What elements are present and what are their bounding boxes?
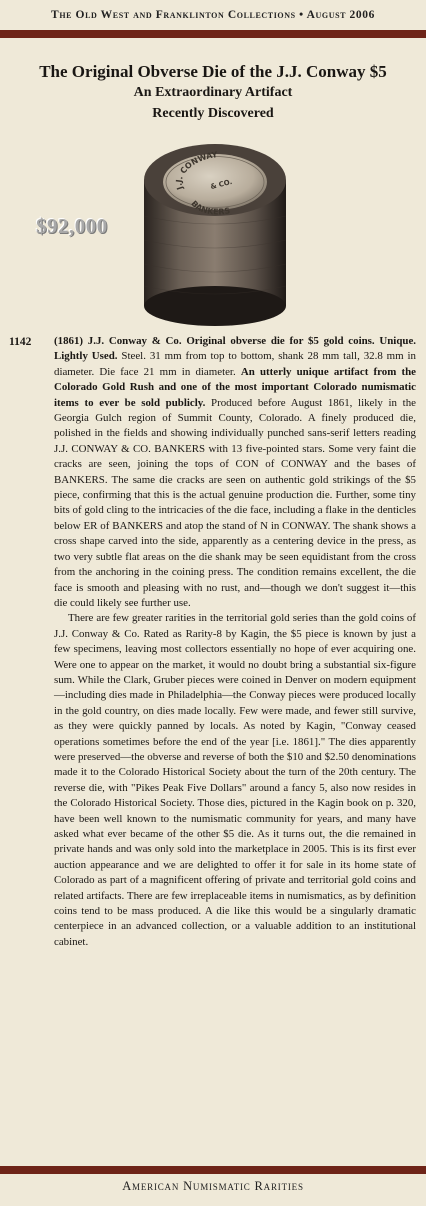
- lot-number: 1142: [9, 336, 32, 348]
- paragraph-1-text-a: Steel. 31 mm from top to bottom, shank 28 mm tall, 32.8 mm in diameter. Die face 21 mm in diameter.: [54, 350, 416, 378]
- lot-description: [54, 334, 416, 950]
- subtitle-line-2: Recently Discovered: [152, 106, 274, 121]
- page-title: The Original Obverse Die of the J.J. Conway $5: [39, 62, 387, 81]
- running-header: [0, 0, 426, 30]
- die-engraving-top: J.J. CONWAY: [174, 150, 219, 191]
- lot-heading: (1861) J.J. Conway & Co. Original obverse die for $5 gold coins. Unique. Lightly Used.: [54, 335, 416, 363]
- running-header-text: The Old West and Franklinton Collections • August 2006: [51, 9, 375, 21]
- title-block: [10, 62, 416, 124]
- price-label: $92,000: [36, 214, 108, 238]
- page-footer: American Numismatic Rarities: [122, 1179, 304, 1193]
- subtitle-line-1: An Extraordinary Artifact: [133, 85, 293, 100]
- paragraph-1-text-b: Produced before August 1861, likely in the Georgia Gulch region of Summit County, Colorado. A finely produced die, polished in the fields and showing individually punched sans-serif letters reading J.J. CONWAY & CO. BANKERS with 13 five-pointed stars. Some very faint die cracks are seen, joining the tops of CON of CONWAY and the bases of BANKERS. The same die cracks are seen on authentic gold strikings of the $5 piece, confirming that this is the actual genuine production die. Further, some tiny bits of gold cling to the intricacies of the die face, including a flake in the denticles below ER of BANKERS and atop the stand of N in CONWAY. The shank shows a cross shape carved into the side, apparently as a centering device in the press, as two very subtle flat areas on the die shank may be seen equidistant from the cross from the anchoring in the coining press. The condition remains excellent, the die face is smooth and pleasing with no rust, and—though we don't suggest it—this die could likely see further use.: [54, 396, 416, 609]
- paragraph-1-highlight: An utterly unique artifact from the Colorado Gold Rush and one of the most important Colorado numismatic items to ever be sold publicly.: [54, 365, 416, 409]
- bottom-rule: [0, 1166, 426, 1174]
- top-rule: [0, 30, 426, 38]
- die-photo: [136, 136, 294, 328]
- die-engraving-bottom: BANKERS: [189, 198, 231, 217]
- paragraph-2: There are few greater rarities in the territorial gold series than the gold coins of J.J. Conway & Co. Rated as Rarity-8 by Kagin, the $5 piece is known by just a few specimens, leaving most collectors essentially no hope of ever acquiring one. Were one to appear on the market, it would no doubt bring a substantial six-figure sum. While the Clark, Gruber pieces were coined in Denver on modern equipment—including dies made in Philadelphia—the Conway pieces were produced locally in the gold country, on dies made locally. Few were made, and fewer still survive, as they were quickly panned by locals. As noted by Kagin, "Conway ceased operations sometimes before the end of the year [i.e. 1861]." The dies apparently were preserved—the obverse and reverse of both the $10 and $2.50 denominations made it to the Colorado Historical Society about the turn of the 20th century. The reverse die, with "Pikes Peak Five Dollars" around a fancy 5, also now resides in the Colorado Historical Society. Those dies, pictured in the Kagin book on p. 320, have been well known to the numismatic community for years, and many have asked what ever became of the other $5 die. As it turns out, the die remained in private hands and was only sold into the marketplace in 2005. This is its first ever auction appearance and we are delighted to offer it for sale in its home state of Colorado as part of a magnificent offering of private and territorial gold coins and related artifacts. There are few irreplaceable items in numismatics, as by definition coins tend to be mass produced. A die like this would be a singularly dramatic centerpiece in an advanced collection, or a valuable addition to an institutional cabinet.: [54, 612, 416, 948]
- paragraph-1: [54, 334, 416, 611]
- die-engraving-middle: & CO.: [209, 177, 234, 192]
